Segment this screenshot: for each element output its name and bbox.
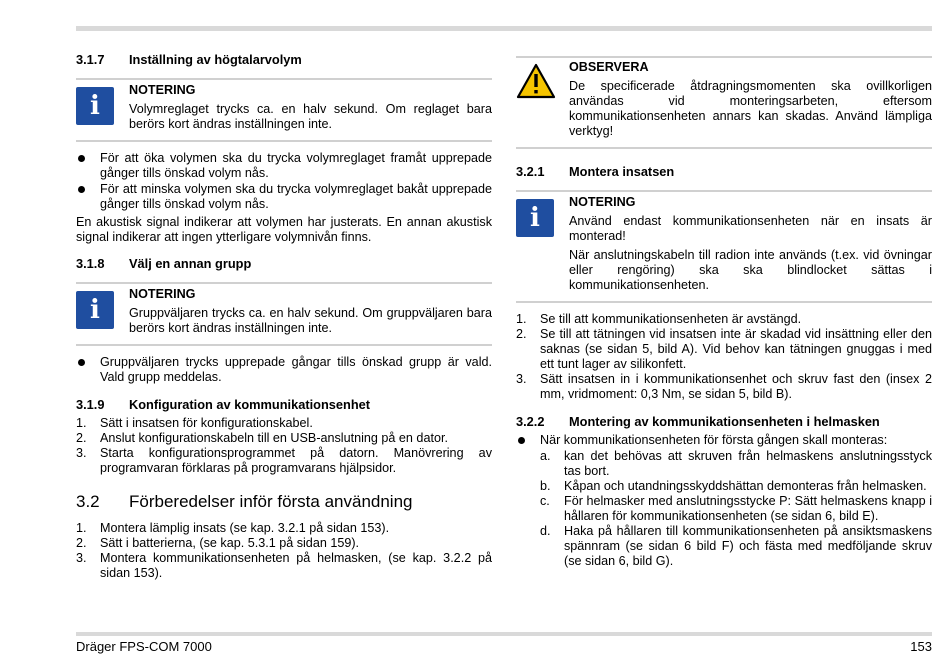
numbered-list — [516, 312, 932, 402]
list-item: 1. Sätt i insatsen för konfigurationskabel. — [76, 416, 313, 430]
paragraph: En akustisk signal indikerar att volymen har justerats. En annan akustisk signal indikerar att ingen ytterligare volymnivån finns. — [76, 215, 492, 244]
notice-title: NOTERING — [129, 83, 196, 97]
notice-text: Volymreglaget trycks ca. en halv sekund. Om reglaget bara berörs kort ändras inställningen inte. — [129, 102, 492, 131]
section-heading-3-1-9: 3.1.9 Konfiguration av kommunikationsenhet — [76, 397, 371, 412]
notice-box — [516, 190, 932, 303]
list-item: 1. Se till att kommunikationsenheten är avstängd. — [516, 312, 802, 326]
caution-box — [516, 56, 932, 149]
caution-text: De specificerade åtdragningsmomenten ska ovillkorligen användas vid monteringsarbeten, eftersom kommunikationsenheten annars kan skadas. Använd lämpliga verktyg! — [569, 79, 932, 138]
list-item: 2. Sätt i batterierna, (se kap. 5.3.1 på sidan 159). — [76, 536, 360, 550]
list-item: a. kan det behövas att skruven från helmaskens anslutningsstyck tas bort. — [540, 449, 932, 478]
list-item: Gruppväljaren trycks upprepade gångar tills önskad grupp är vald. Vald grupp meddelas. — [76, 355, 492, 385]
notice-title: NOTERING — [569, 195, 636, 209]
list-item: d. Haka på hållaren till kommunikationsenheten på ansiktsmaskens spännram (se sidan 6 bild F) och fästa med medföljande skruv (se sidan 6, bild G). — [540, 524, 932, 568]
list-item: När kommunikationsenheten för första gången skall monteras: — [516, 433, 932, 448]
notice-text: Gruppväljaren trycks ca. en halv sekund. Om gruppväljaren bara berörs kort ändras inställningen inte. — [129, 306, 492, 335]
notice-text: Använd endast kommunikationsenheten när en insats är monterad! — [569, 214, 932, 243]
list-item: 3. Sätt insatsen in i kommunikationsenhet och skruv fast den (insex 2 mm, vridmoment: 0,3 Nm, se sidan 5, bild B). — [516, 372, 932, 401]
notice-box — [76, 78, 492, 142]
notice-box — [76, 282, 492, 346]
section-heading-3-2-2: 3.2.2 Montering av kommunikationsenheten i helmasken — [516, 414, 880, 429]
list-item: För att minska volymen ska du trycka volymreglaget bakåt upprepade gånger tills önskad volym nås. — [76, 182, 492, 212]
notice-title: NOTERING — [129, 287, 196, 301]
caution-title: OBSERVERA — [569, 60, 649, 74]
section-heading-3-2: 3.2 Förberedelser inför första användning — [76, 492, 413, 511]
bullet-icon — [78, 359, 85, 366]
section-heading-3-1-8: 3.1.8 Välj en annan grupp — [76, 256, 252, 271]
bullet-icon — [518, 437, 525, 444]
bullet-list — [76, 151, 492, 212]
list-item: 2. Anslut konfigurationskabeln till en USB-anslutning på en dator. — [76, 431, 448, 445]
footer-rule — [76, 632, 932, 636]
list-item: b. Kåpan och utandningsskyddshättan demonteras från helmasken. — [540, 479, 927, 493]
header-rule — [76, 26, 932, 31]
footer-product: Dräger FPS-COM 7000 — [76, 639, 212, 654]
warning-triangle-icon — [516, 63, 556, 99]
list-item: c. För helmasker med anslutningsstycke P: Sätt helmaskens knapp i hållaren för kommunikationsenheten (se sidan 6, bild E). — [540, 494, 932, 523]
section-heading-3-1-7: 3.1.7 Inställning av högtalarvolym — [76, 52, 302, 67]
numbered-list — [76, 416, 492, 476]
info-icon: i — [76, 87, 114, 125]
bullet-icon — [78, 186, 85, 193]
notice-text: När anslutningskabeln till radion inte används (t.ex. vid övningar eller rengöring) ska ska blindlocket sättas i kommunikationsenheten. — [569, 248, 932, 292]
left-column — [76, 52, 492, 591]
page-number: 153 — [910, 639, 932, 654]
list-item: 3. Starta konfigurationsprogrammet på datorn. Manövrering av programvaran förklaras på programvarans hjälpsidor. — [76, 446, 492, 475]
numbered-list — [76, 521, 492, 581]
list-item: 1. Montera lämplig insats (se kap. 3.2.1 på sidan 153). — [76, 521, 390, 535]
list-item: 3. Montera kommunikationsenheten på helmasken, (se kap. 3.2.2 på sidan 153). — [76, 551, 492, 580]
right-column — [516, 56, 932, 569]
bullet-list — [76, 355, 492, 385]
info-icon: i — [516, 199, 554, 237]
info-icon: i — [76, 291, 114, 329]
list-item: 2. Se till att tätningen vid insatsen inte är skadad vid insättning eller den saknas (se sidan 5, bild A). Vid behov kan tätningen gnuggas i med ett tunt lager av silikonfett. — [516, 327, 932, 371]
bullet-icon — [78, 155, 85, 162]
sub-list — [540, 449, 932, 569]
list-item: För att öka volymen ska du trycka volymreglaget framåt upprepade gånger tills önskad volym nås. — [76, 151, 492, 181]
section-heading-3-2-1: 3.2.1 Montera insatsen — [516, 164, 675, 179]
bullet-list — [516, 433, 932, 448]
